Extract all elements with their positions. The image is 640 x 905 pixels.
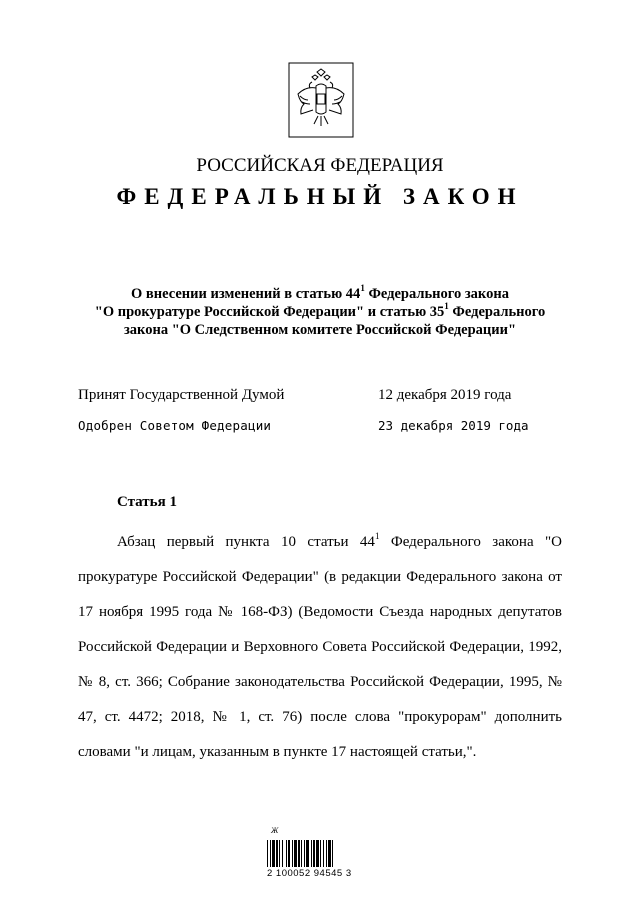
barcode-mark: Ж xyxy=(271,826,279,835)
document-type: ФЕДЕРАЛЬНЫЙ ЗАКОН xyxy=(116,184,524,209)
article-1-text: Абзац первый пункта 10 статьи $44^1$ Федерального закона "О прокуратуре Российской Федерации" (в редакции Федерального закона от 17 ноября 1995 года № 168-ФЗ) (Ведомости Съезда народных депутатов Российской Федерации и Верховного Совета Российской Федерации, 1992, № 8, ст. 366; Собрание законодательства Российской Федерации, 1995, № 47, ст. 4472; 2018, № 1, ст. 76) после слова "прокурорам" дополнить словами "и лицам, указанным в пункте 17 настоящей статьи,". xyxy=(78,531,562,760)
approved-by-federation-council-label: Одобрен Советом Федерации xyxy=(78,418,272,433)
law-title xyxy=(60,285,580,339)
title-line-1: О внесении изменений в статью $44^1$ Федерального закона xyxy=(131,283,509,302)
title-line-2: "О прокуратуре Российской Федерации" и статью $35^1$ Федерального xyxy=(94,301,546,320)
title-line-3: закона "О Следственном комитете Российской Федерации" xyxy=(123,322,517,338)
adopted-by-duma-label: Принят Государственной Думой xyxy=(78,387,285,403)
article-1-heading: Статья 1 xyxy=(117,494,177,510)
country-name: РОССИЙСКАЯ ФЕДЕРАЦИЯ xyxy=(196,155,444,176)
coat-of-arms-icon xyxy=(288,62,354,138)
barcode-number: 2 100052 94545 3 xyxy=(267,868,352,879)
approved-date: 23 декабря 2019 года xyxy=(378,418,529,433)
adopted-date: 12 декабря 2019 года xyxy=(378,387,512,403)
